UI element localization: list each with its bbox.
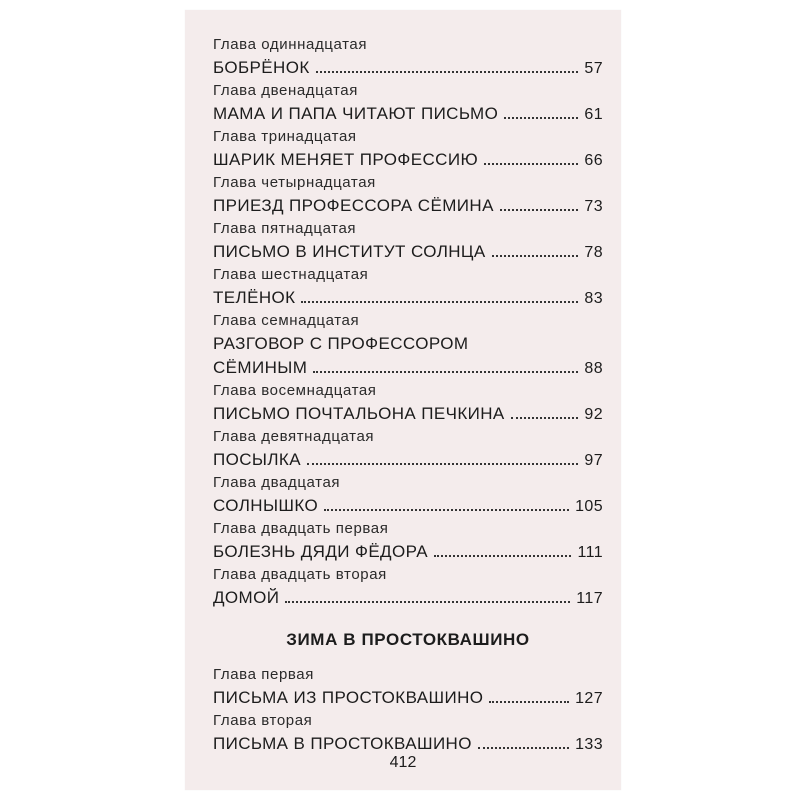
chapter-title-line: [213, 148, 603, 172]
chapter-number: Глава двенадцатая: [213, 82, 358, 99]
chapter-title-line: [213, 540, 603, 564]
chapter-page: 57: [584, 60, 603, 77]
chapter-title: ТЕЛЁНОК: [213, 288, 296, 307]
chapter-title: ПОСЫЛКА: [213, 450, 301, 469]
chapter-page: 66: [584, 152, 603, 169]
toc-entry: [213, 126, 603, 172]
toc-entry: [213, 172, 603, 218]
dot-leader: [324, 509, 569, 511]
chapter-title: ПИСЬМО ПОЧТАЛЬОНА ПЕЧКИНА: [213, 404, 505, 423]
chapter-number: Глава восемнадцатая: [213, 382, 377, 399]
chapter-title: СЁМИНЫМ: [213, 358, 308, 377]
chapter-number: Глава четырнадцатая: [213, 174, 376, 191]
toc-entry: [213, 80, 603, 126]
chapter-title-line: [213, 448, 603, 472]
chapter-title-line: [213, 102, 603, 126]
dot-leader: [511, 417, 579, 419]
chapter-number: Глава пятнадцатая: [213, 220, 357, 237]
chapter-page: 133: [575, 736, 603, 753]
toc-entry: [213, 218, 603, 264]
chapter-title-line: [213, 494, 603, 518]
dot-leader: [500, 209, 579, 211]
toc-entry: [213, 34, 603, 80]
toc-entry: [213, 710, 603, 756]
toc-entry: [213, 310, 603, 380]
toc-entry: [213, 472, 603, 518]
table-of-contents: [213, 34, 603, 756]
dot-leader: [313, 371, 578, 373]
chapter-page: 73: [584, 198, 603, 215]
chapter-page: 111: [577, 544, 603, 561]
chapter-title-line: [213, 356, 603, 380]
chapter-title-line: [213, 240, 603, 264]
chapter-title: ШАРИК МЕНЯЕТ ПРОФЕССИЮ: [213, 150, 479, 169]
chapter-title: ПИСЬМО В ИНСТИТУТ СОЛНЦА: [213, 242, 486, 261]
chapter-title-line: [213, 586, 603, 610]
chapter-number: Глава двадцать вторая: [213, 566, 387, 583]
chapter-page: 83: [584, 290, 603, 307]
chapter-page: 105: [575, 498, 603, 515]
chapter-title: ПРИЕЗД ПРОФЕССОРА СЁМИНА: [213, 196, 494, 215]
chapter-number: Глава тринадцатая: [213, 128, 357, 145]
dot-leader: [484, 163, 578, 165]
chapter-title: ПИСЬМА В ПРОСТОКВАШИНО: [213, 734, 472, 753]
chapter-title-line: [213, 732, 603, 756]
book-page: [185, 10, 621, 790]
chapter-title: ПИСЬМА ИЗ ПРОСТОКВАШИНО: [213, 688, 484, 707]
toc-entry: [213, 518, 603, 564]
toc-entry: [213, 380, 603, 426]
dot-leader: [285, 601, 570, 603]
chapter-page: 97: [584, 452, 603, 469]
chapter-number: Глава вторая: [213, 712, 313, 729]
chapter-page: 127: [575, 690, 603, 707]
chapter-title-line: [213, 194, 603, 218]
toc-entry: [213, 264, 603, 310]
section-title: ЗИМА В ПРОСТОКВАШИНО: [286, 630, 530, 649]
chapter-number: Глава двадцать первая: [213, 520, 389, 537]
toc-entry: [213, 664, 603, 710]
dot-leader: [478, 747, 569, 749]
chapter-title-line: [213, 286, 603, 310]
toc-entry: [213, 426, 603, 472]
chapter-page: 78: [584, 244, 603, 261]
chapter-title-first-line: РАЗГОВОР С ПРОФЕССОРОМ: [213, 334, 469, 353]
chapter-title: ДОМОЙ: [213, 588, 280, 607]
chapter-page: 88: [584, 360, 603, 377]
chapter-title: СОЛНЫШКО: [213, 496, 319, 515]
chapter-page: 61: [584, 106, 603, 123]
chapter-number: Глава девятнадцатая: [213, 428, 375, 445]
dot-leader: [307, 463, 578, 465]
chapter-page: 117: [576, 590, 603, 607]
dot-leader: [434, 555, 572, 557]
chapter-title-line: [213, 402, 603, 426]
chapter-page: 92: [584, 406, 603, 423]
page-number: 412: [389, 754, 417, 771]
chapter-title: БОЛЕЗНЬ ДЯДИ ФЁДОРА: [213, 542, 428, 561]
dot-leader: [492, 255, 579, 257]
chapter-number: Глава шестнадцатая: [213, 266, 369, 283]
dot-leader: [316, 71, 579, 73]
chapter-title-line: [213, 56, 603, 80]
chapter-number: Глава семнадцатая: [213, 312, 360, 329]
chapter-title: МАМА И ПАПА ЧИТАЮТ ПИСЬМО: [213, 104, 499, 123]
toc-entry: [213, 564, 603, 610]
chapter-number: Глава двадцатая: [213, 474, 341, 491]
chapter-number: Глава одиннадцатая: [213, 36, 368, 53]
chapter-title-line: [213, 686, 603, 710]
chapter-title: БОБРЁНОК: [213, 58, 310, 77]
dot-leader: [301, 301, 578, 303]
chapter-number: Глава первая: [213, 666, 314, 683]
dot-leader: [504, 117, 578, 119]
dot-leader: [489, 701, 569, 703]
